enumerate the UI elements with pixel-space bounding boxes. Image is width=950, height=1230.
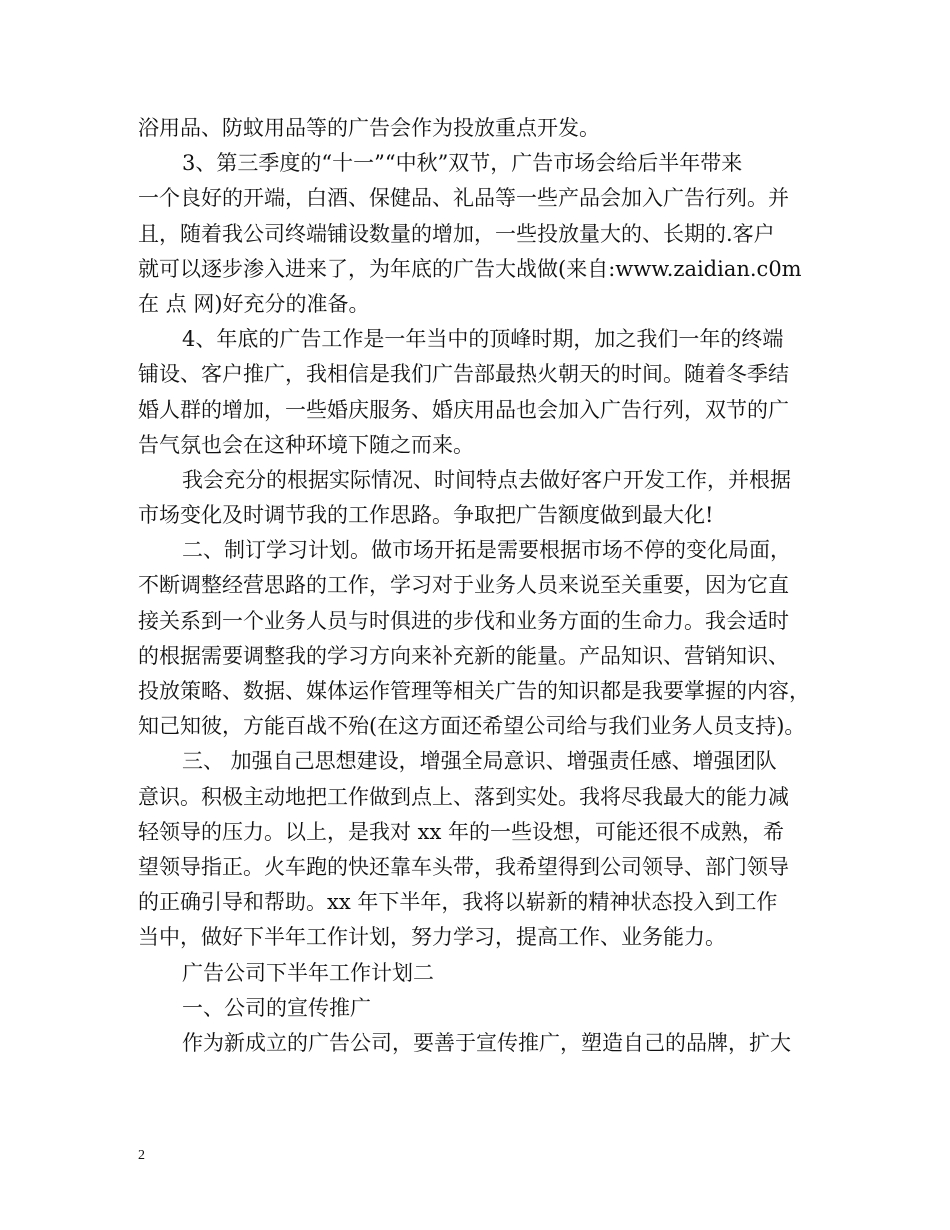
text-line: 知己知彼，方能百战不殆(在这方面还希望公司给与我们业务人员支持)。 xyxy=(138,714,806,739)
text-line: 望领导指正。火车跑的快还靠车头带，我希望得到公司领导、部门领导 xyxy=(138,854,789,879)
text-line: 婚人群的增加，一些婚庆服务、婚庆用品也会加入广告行列，双节的广 xyxy=(138,397,789,422)
text-line: 4、年底的广告工作是一年当中的顶峰时期，加之我们一年的终端 xyxy=(182,327,784,352)
document-body xyxy=(138,111,828,1061)
text-line: 意识。积极主动地把工作做到点上、落到实处。我将尽我最大的能力减 xyxy=(138,784,789,809)
text-line: 三、 加强自己思想建设，增强全局意识、增强责任感、增强团队 xyxy=(182,749,777,774)
text-line: 市场变化及时调节我的工作思路。争取把广告额度做到最大化! xyxy=(138,503,714,528)
text-line: 告气氛也会在这种环境下随之而来。 xyxy=(138,432,474,457)
text-line: 的正确引导和帮助。xx 年下半年，我将以崭新的精神状态投入到工作 xyxy=(138,890,778,915)
text-line: 不断调整经营思路的工作，学习对于业务人员来说至关重要，因为它直 xyxy=(138,573,789,598)
text-line: 且，随着我公司终端铺设数量的增加，一些投放量大的、长期的.客户 xyxy=(138,221,775,246)
text-line: 轻领导的压力。以上，是我对 xx 年的一些设想，可能还很不成熟，希 xyxy=(138,819,785,844)
text-line: 浴用品、防蚊用品等的广告会作为投放重点开发。 xyxy=(138,116,600,140)
text-line: 就可以逐步渗入进来了，为年底的广告大战做(来自:www.zaidian.c0m xyxy=(138,256,802,281)
text-line: 我会充分的根据实际情况、时间特点去做好客户开发工作，并根据 xyxy=(182,467,791,492)
text-line: 二、制订学习计划。做市场开拓是需要根据市场不停的变化局面， xyxy=(182,538,791,563)
text-line: 投放策略、数据、媒体运作管理等相关广告的知识都是我要掌握的内容， xyxy=(138,679,810,703)
text-line: 3、第三季度的“十一”“中秋”双节，广告市场会给后半年带来 xyxy=(182,151,743,176)
text-line: 作为新成立的广告公司，要善于宣传推广，塑造自己的品牌，扩大 xyxy=(182,1030,791,1055)
text-line: 一、公司的宣传推广 xyxy=(182,995,371,1020)
text-line: 广告公司下半年工作计划二 xyxy=(182,960,434,985)
text-line: 一个良好的开端，白酒、保健品、礼品等一些产品会加入广告行列。并 xyxy=(138,186,789,211)
page-number: 2 xyxy=(138,1148,145,1163)
text-line: 的根据需要调整我的学习方向来补充新的能量。产品知识、营销知识、 xyxy=(138,643,789,668)
text-line: 在 点 网)好充分的准备。 xyxy=(138,291,370,316)
text-line: 接关系到一个业务人员与时俱进的步伐和业务方面的生命力。我会适时 xyxy=(138,608,789,633)
text-line: 铺设、客户推广，我相信是我们广告部最热火朝天的时间。随着冬季结 xyxy=(138,362,789,387)
text-line: 当中，做好下半年工作计划，努力学习，提高工作、业务能力。 xyxy=(138,925,726,950)
